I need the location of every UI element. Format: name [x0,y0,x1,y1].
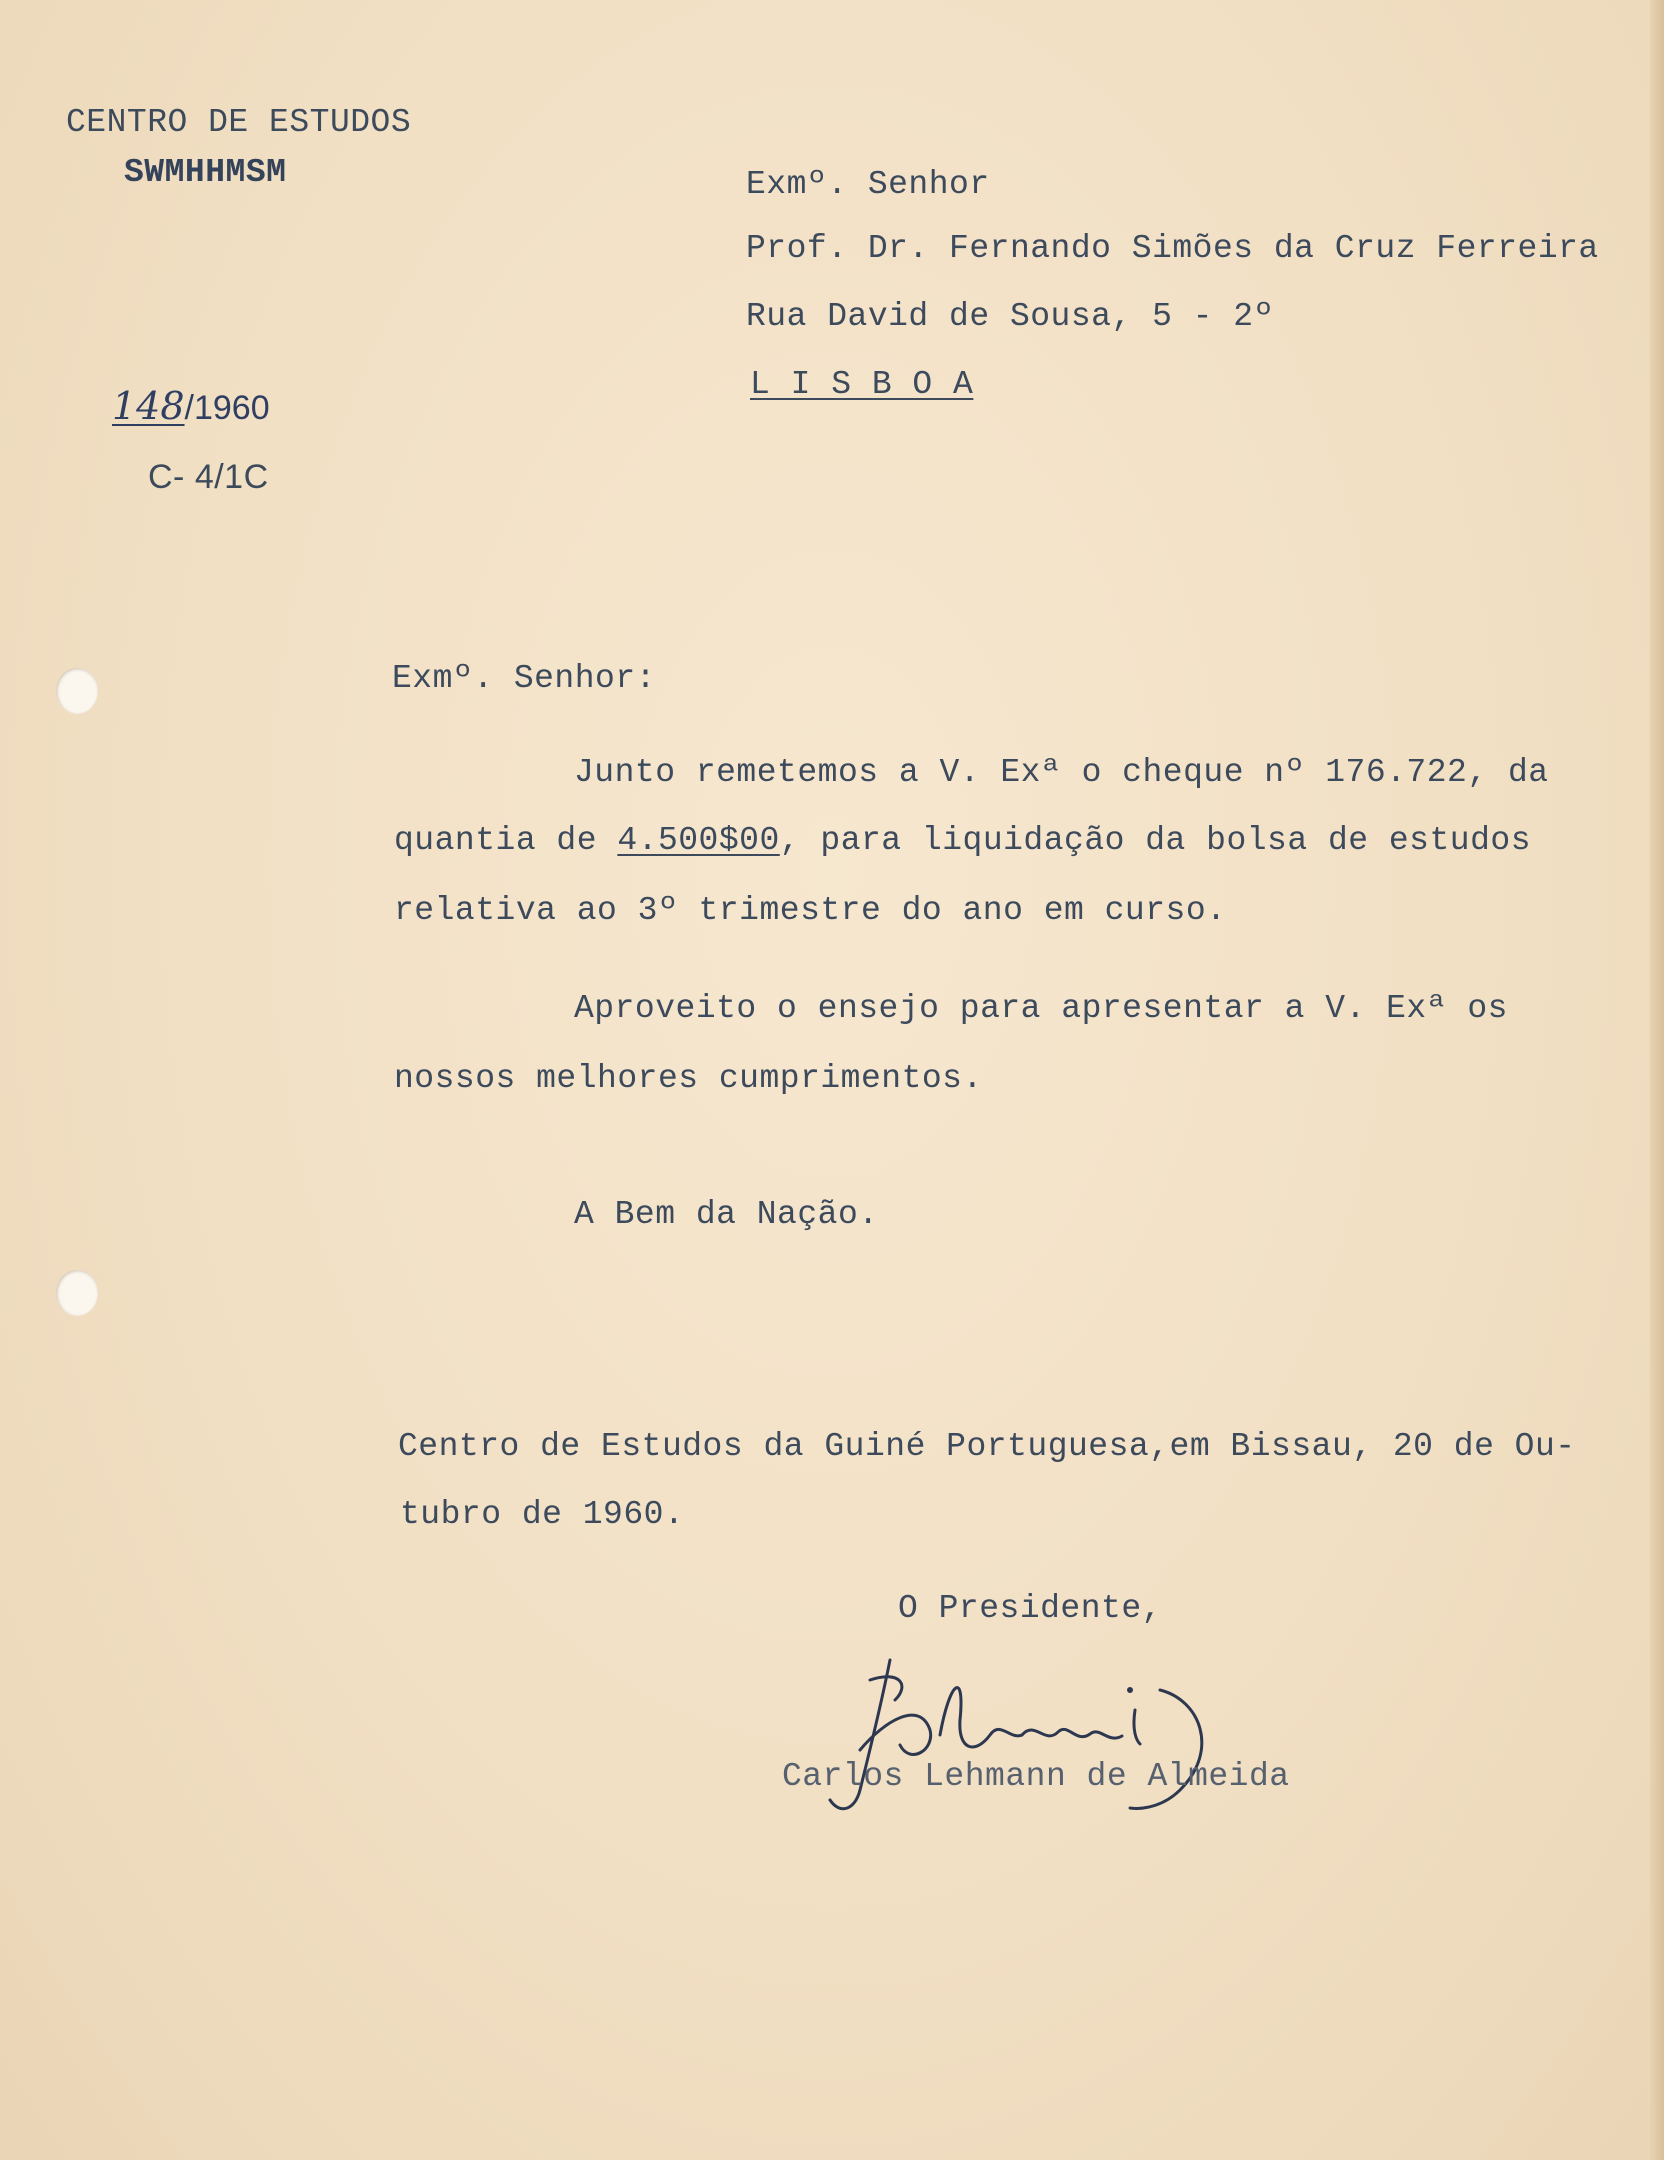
punch-hole-bottom [56,1270,98,1316]
greeting: Exmº. Senhor: [392,660,656,697]
paragraph-2-line-1: Aproveito o ensejo para apresentar a V. Exª os [574,990,1508,1027]
paragraph-1-line-1: Junto remetemos a V. Exª o cheque nº 176.722, da [574,754,1549,791]
signatory-name: Carlos Lehmann de Almeida [782,1758,1290,1795]
paper-edge [1650,0,1664,2160]
reference-number-handwritten: 148 [112,384,185,428]
cheque-amount: 4.500$00 [617,822,780,859]
paragraph-1-line-3: relativa ao 3º trimestre do ano em curso. [394,892,1227,929]
recipient-name: Prof. Dr. Fernando Simões da Cruz Ferreira [746,230,1599,267]
paragraph-1-line-2 [394,822,1531,859]
reference-year: /1960 [184,389,270,427]
recipient-city: L I S B O A [750,366,974,403]
recipient-address: Rua David de Sousa, 5 - 2º [746,298,1274,335]
dateline-line-2: tubro de 1960. [400,1496,685,1533]
paragraph-1-text-a: quantia de [394,822,618,859]
dateline-line-1: Centro de Estudos da Guiné Portuguesa,em Bissau, 20 de Ou- [398,1428,1576,1465]
file-code: C- 4/1C [148,458,269,496]
paragraph-1-text-b: , para liquidação da bolsa de estudos [779,822,1532,859]
paragraph-2-line-2: nossos melhores cumprimentos. [394,1060,983,1097]
closing-formula: A Bem da Nação. [574,1196,879,1233]
punch-hole-top [56,668,98,714]
signature-title: O Presidente, [898,1590,1162,1627]
handwritten-signature [800,1640,1320,1840]
letterhead-line-1: CENTRO DE ESTUDOS [66,104,412,141]
letterhead-line-2: SWMHHMSM [124,154,287,191]
recipient-salutation: Exmº. Senhor [746,166,990,203]
reference-number [112,384,270,428]
